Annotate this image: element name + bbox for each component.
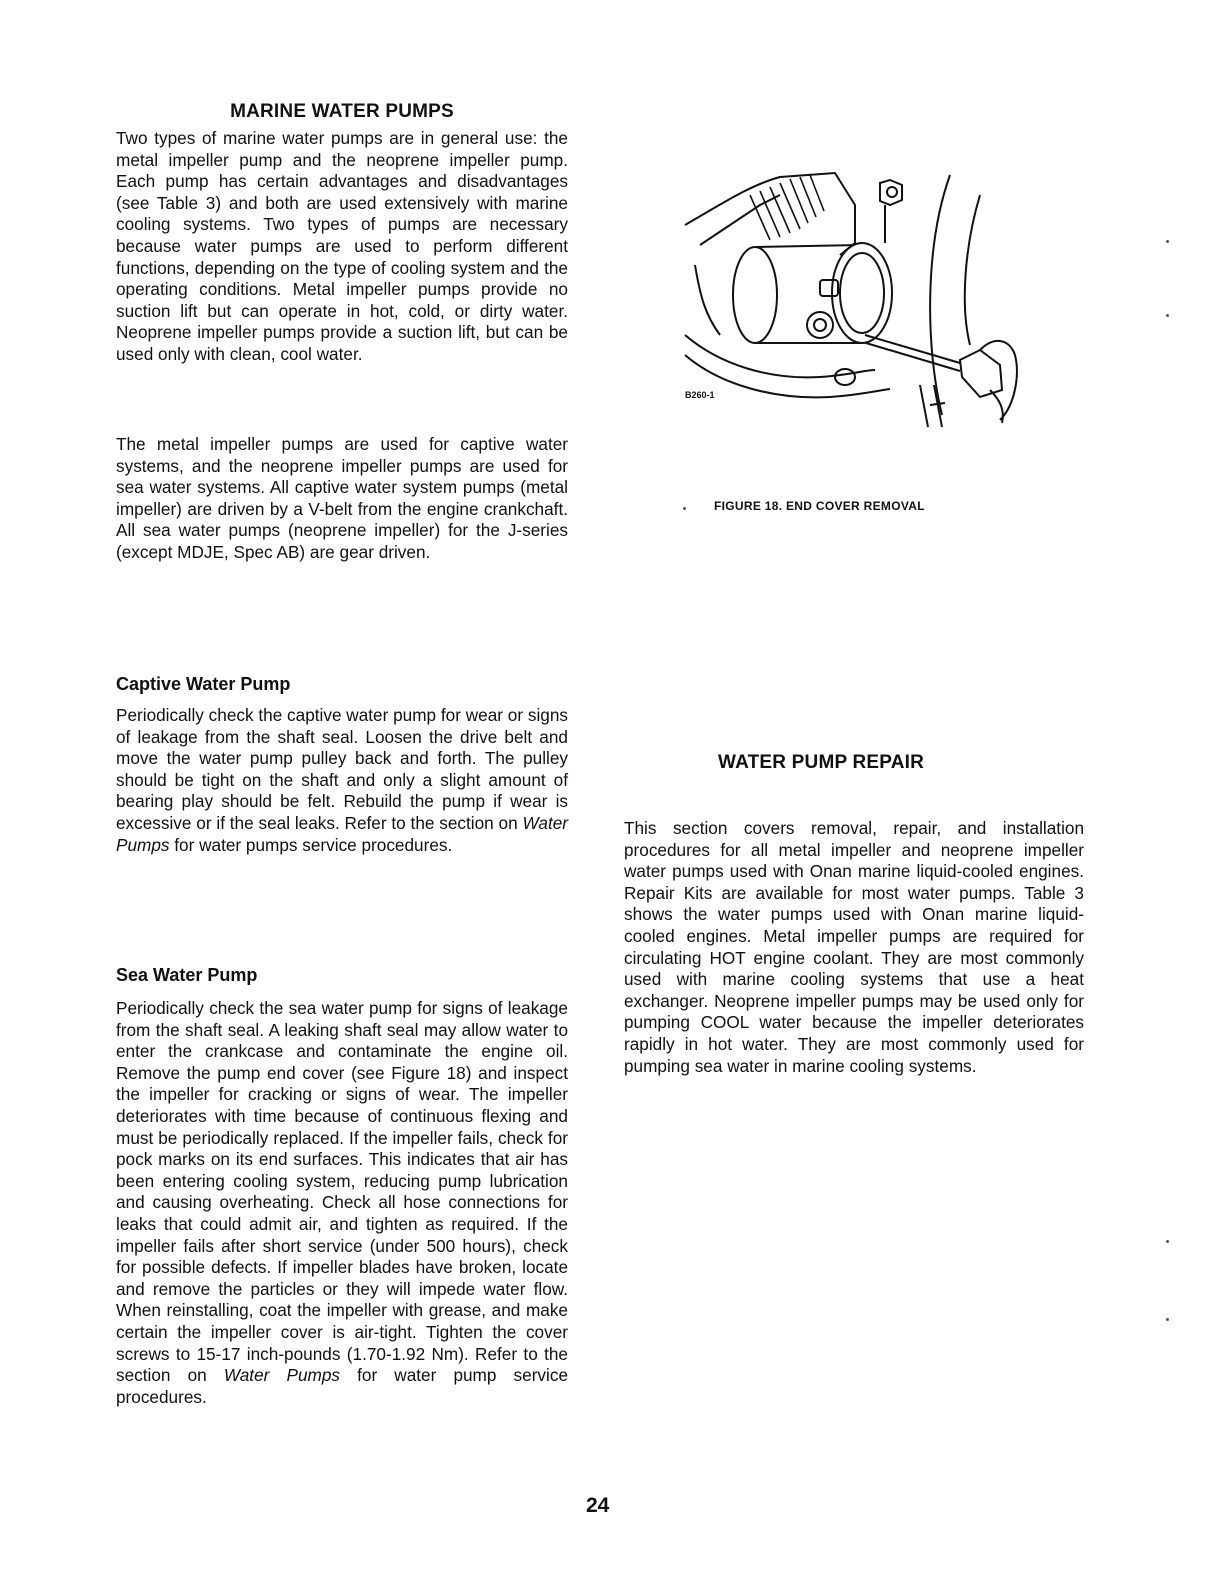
scan-speck	[683, 507, 686, 510]
paragraph	[116, 998, 568, 1408]
figure-caption-block	[714, 499, 1034, 513]
figure-18	[680, 165, 1025, 430]
figure-caption: FIGURE 18. END COVER REMOVAL	[714, 499, 925, 513]
sea-water-pump-section	[116, 965, 568, 1408]
subsection-title: Sea Water Pump	[116, 965, 258, 985]
marine-water-pumps-para2	[116, 434, 568, 564]
paragraph: The metal impeller pumps are used for captive water systems, and the neoprene impeller pumps are used for sea water systems. All captive water system pumps (metal impeller) are driven by a V-belt from the engine crankchaft. All sea water pumps (neoprene impeller) for the J-series (except MDJE, Spec AB) are gear driven.	[116, 434, 568, 562]
italic-reference: Water Pumps	[116, 812, 568, 855]
paragraph	[116, 705, 568, 856]
scan-speck	[1166, 1318, 1169, 1321]
section-title: WATER PUMP REPAIR	[718, 752, 925, 773]
paragraph: Two types of marine water pumps are in general use: the metal impeller pump and the neoprene impeller pump. Each pump has certain advantages and disadvantages (see Table 3) and both are used extensively with marine cooling systems. Two types of pumps are necessary because water pumps are used to perform different functions, depending on the type of cooling system and the operating conditions. Metal impeller pumps provide no suction lift but can operate in hot, cold, or dirty water. Neoprene impeller pumps provide a suction lift, but can be used only with clean, cool water.	[116, 128, 568, 364]
captive-water-pump-section	[116, 674, 568, 856]
italic-reference: Water Pumps	[223, 1365, 340, 1386]
page-number: 24	[586, 1494, 610, 1517]
figure-code: B260-1	[685, 390, 715, 400]
scan-speck	[1166, 1240, 1169, 1243]
text-run: for water pump service procedures.	[116, 1365, 568, 1407]
marine-water-pumps-section	[116, 101, 568, 366]
text-run: Periodically check the sea water pump for signs of leakage from the shaft seal. A leaking shaft seal may allow water to enter the crankcase and contaminate the engine oil. Remove the pump end cover (see Figure 18) and inspect the impeller for cracking or signs of wear. The impeller deteriorates with time because of continuous flexing and must be periodically replaced. If the impeller fails, check for pock marks on its end surfaces. This indicates that air has been entering cooling system, reducing pump lubrication and causing overheating. Check all hose connections for leaks that could admit air, and tighten as required. If the impeller fails after short service (under 500 hours), check for possible defects. If impeller blades have broken, locate and remove the particles or they will impede water flow. When reinstalling, coat the impeller with grease, and make certain the impeller cover is air-tight. Tighten the cover screws to 15-17 inch-pounds (1.70-1.92 Nm). Refer to the section on	[116, 998, 568, 1386]
section-title: MARINE WATER PUMPS	[230, 101, 454, 122]
subsection-title: Captive Water Pump	[116, 674, 291, 694]
water-pump-repair-title-block	[624, 752, 1084, 774]
paragraph: This section covers removal, repair, and installation procedures for all metal impeller and neoprene impeller water pumps used with Onan marine liquid-cooled engines. Repair Kits are available for most water pumps. Table 3 shows the water pumps used with Onan marine liquid-cooled engines. Metal impeller pumps are required for circulating HOT engine coolant. They are most commonly used with marine cooling systems that use a heat exchanger. Neoprene impeller pumps may be used only for pumping COOL water because the impeller deteriorates rapidly in hot water. They are most commonly used for pumping sea water in marine cooling systems.	[624, 818, 1084, 1076]
end-cover-removal-illustration	[680, 165, 1025, 430]
text-run: for water pumps service procedures.	[169, 834, 453, 855]
water-pump-repair-section	[624, 818, 1084, 1077]
text-run: Periodically check the captive water pump for wear or signs of leakage from the shaft seal. Loosen the drive belt and move the water pump pulley back and forth. The pulley should be tight on the shaft and only a slight amount of bearing play should be felt. Rebuild the pump if wear is excessive or if the seal leaks. Refer to the section on	[116, 705, 568, 833]
scan-speck	[1166, 240, 1169, 243]
scan-speck	[1166, 314, 1169, 317]
